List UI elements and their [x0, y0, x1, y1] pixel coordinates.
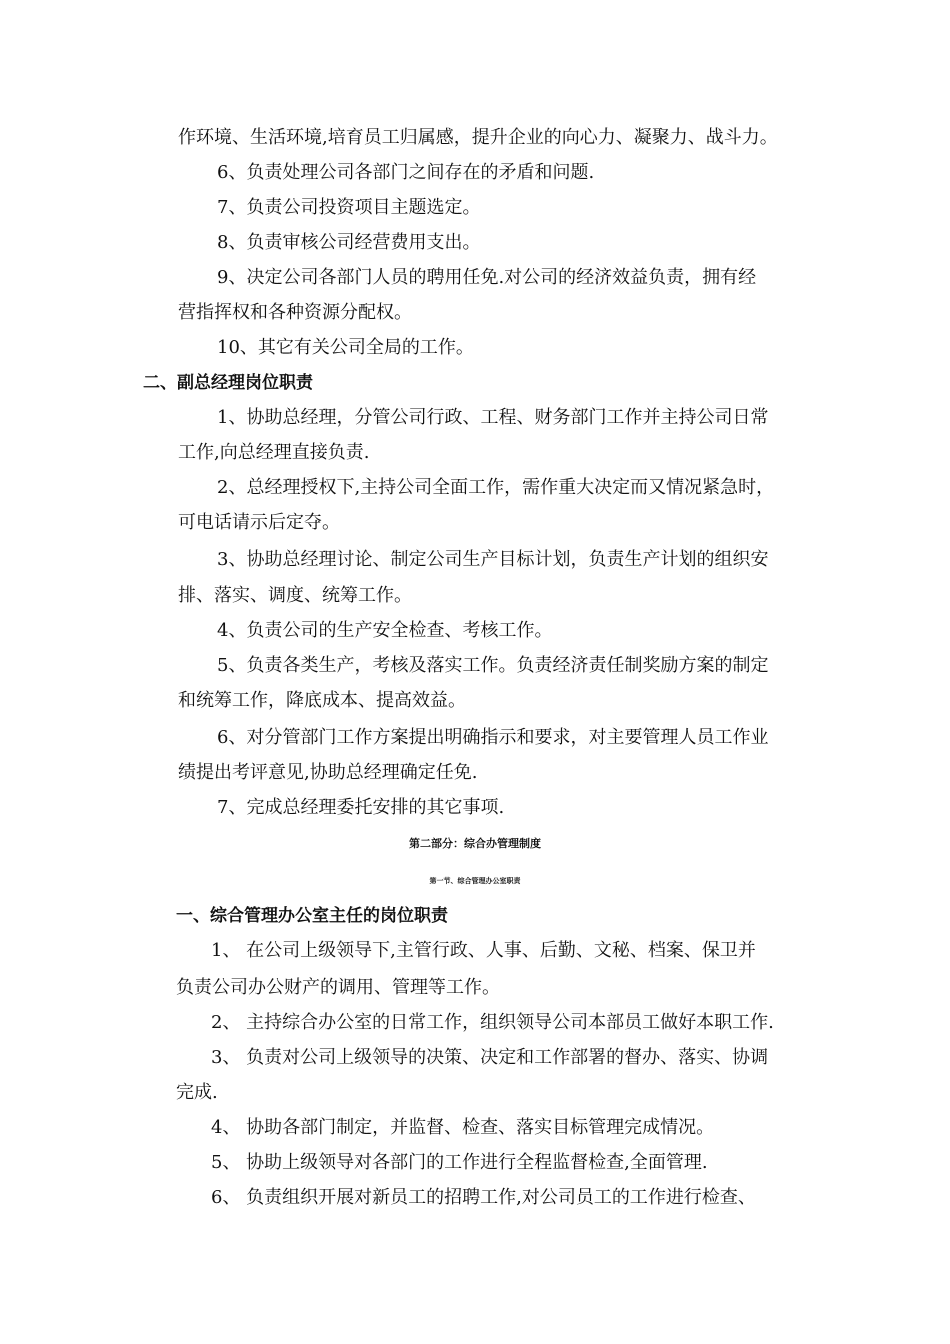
- list-item: 4、负责公司的生产安全检查、考核工作。: [217, 620, 553, 641]
- section-heading: 一、综合管理办公室主任的岗位职责: [176, 906, 448, 926]
- list-item: 5、负责各类生产，考核及落实工作。负责经济责任制奖励方案的制定: [217, 655, 769, 676]
- list-item: 7、负责公司投资项目主题选定。: [217, 197, 481, 218]
- paragraph-line: 排、落实、调度、统筹工作。: [178, 585, 412, 606]
- paragraph-line: 绩提出考评意见,协助总经理确定任免.: [178, 762, 478, 783]
- list-item: 8、负责审核公司经营费用支出。: [217, 232, 481, 253]
- paragraph-line: 和统筹工作，降底成本、提高效益。: [178, 690, 466, 711]
- section-title: 第一节、综合管理办公室职责: [429, 877, 521, 885]
- paragraph-line: 营指挥权和各种资源分配权。: [178, 302, 412, 323]
- list-item: 3、 负责对公司上级领导的决策、决定和工作部署的督办、落实、协调: [211, 1047, 769, 1068]
- list-item: 6、 负责组织开展对新员工的招聘工作,对公司员工的工作进行检查、: [211, 1187, 756, 1208]
- list-item: 5、 协助上级领导对各部门的工作进行全程监督检查,全面管理.: [211, 1152, 708, 1173]
- paragraph-line: 完成.: [176, 1082, 218, 1103]
- list-item: 10、其它有关公司全局的工作。: [217, 337, 474, 358]
- list-item: 3、协助总经理讨论、制定公司生产目标计划，负责生产计划的组织安: [217, 549, 769, 570]
- paragraph-line: 工作,向总经理直接负责.: [178, 442, 370, 463]
- list-item: 2、 主持综合办公室的日常工作，组织领导公司本部员工做好本职工作.: [211, 1012, 774, 1033]
- paragraph-line: 作环境、生活环境,培育员工归属感，提升企业的向心力、凝聚力、战斗力。: [178, 127, 778, 148]
- paragraph-line: 可电话请示后定夺。: [178, 512, 340, 533]
- list-item: 2、总经理授权下,主持公司全面工作，需作重大决定而又情况紧急时，: [217, 477, 775, 498]
- list-item: 4、 协助各部门制定，并监督、检查、落实目标管理完成情况。: [211, 1117, 715, 1138]
- section-heading: 二、副总经理岗位职责: [143, 373, 313, 393]
- list-item: 6、负责处理公司各部门之间存在的矛盾和问题.: [217, 162, 595, 183]
- paragraph-line: 负责公司办公财产的调用、管理等工作。: [176, 977, 500, 998]
- part-title: 第二部分：综合办管理制度: [409, 837, 541, 850]
- list-item: 7、完成总经理委托安排的其它事项.: [217, 797, 505, 818]
- list-item: 1、协助总经理，分管公司行政、工程、财务部门工作并主持公司日常: [217, 407, 769, 428]
- list-item: 6、对分管部门工作方案提出明确指示和要求，对主要管理人员工作业: [217, 727, 769, 748]
- list-item: 1、 在公司上级领导下,主管行政、人事、后勤、文秘、档案、保卫并: [211, 940, 756, 961]
- list-item: 9、决定公司各部门人员的聘用任免.对公司的经济效益负责，拥有经: [217, 267, 757, 288]
